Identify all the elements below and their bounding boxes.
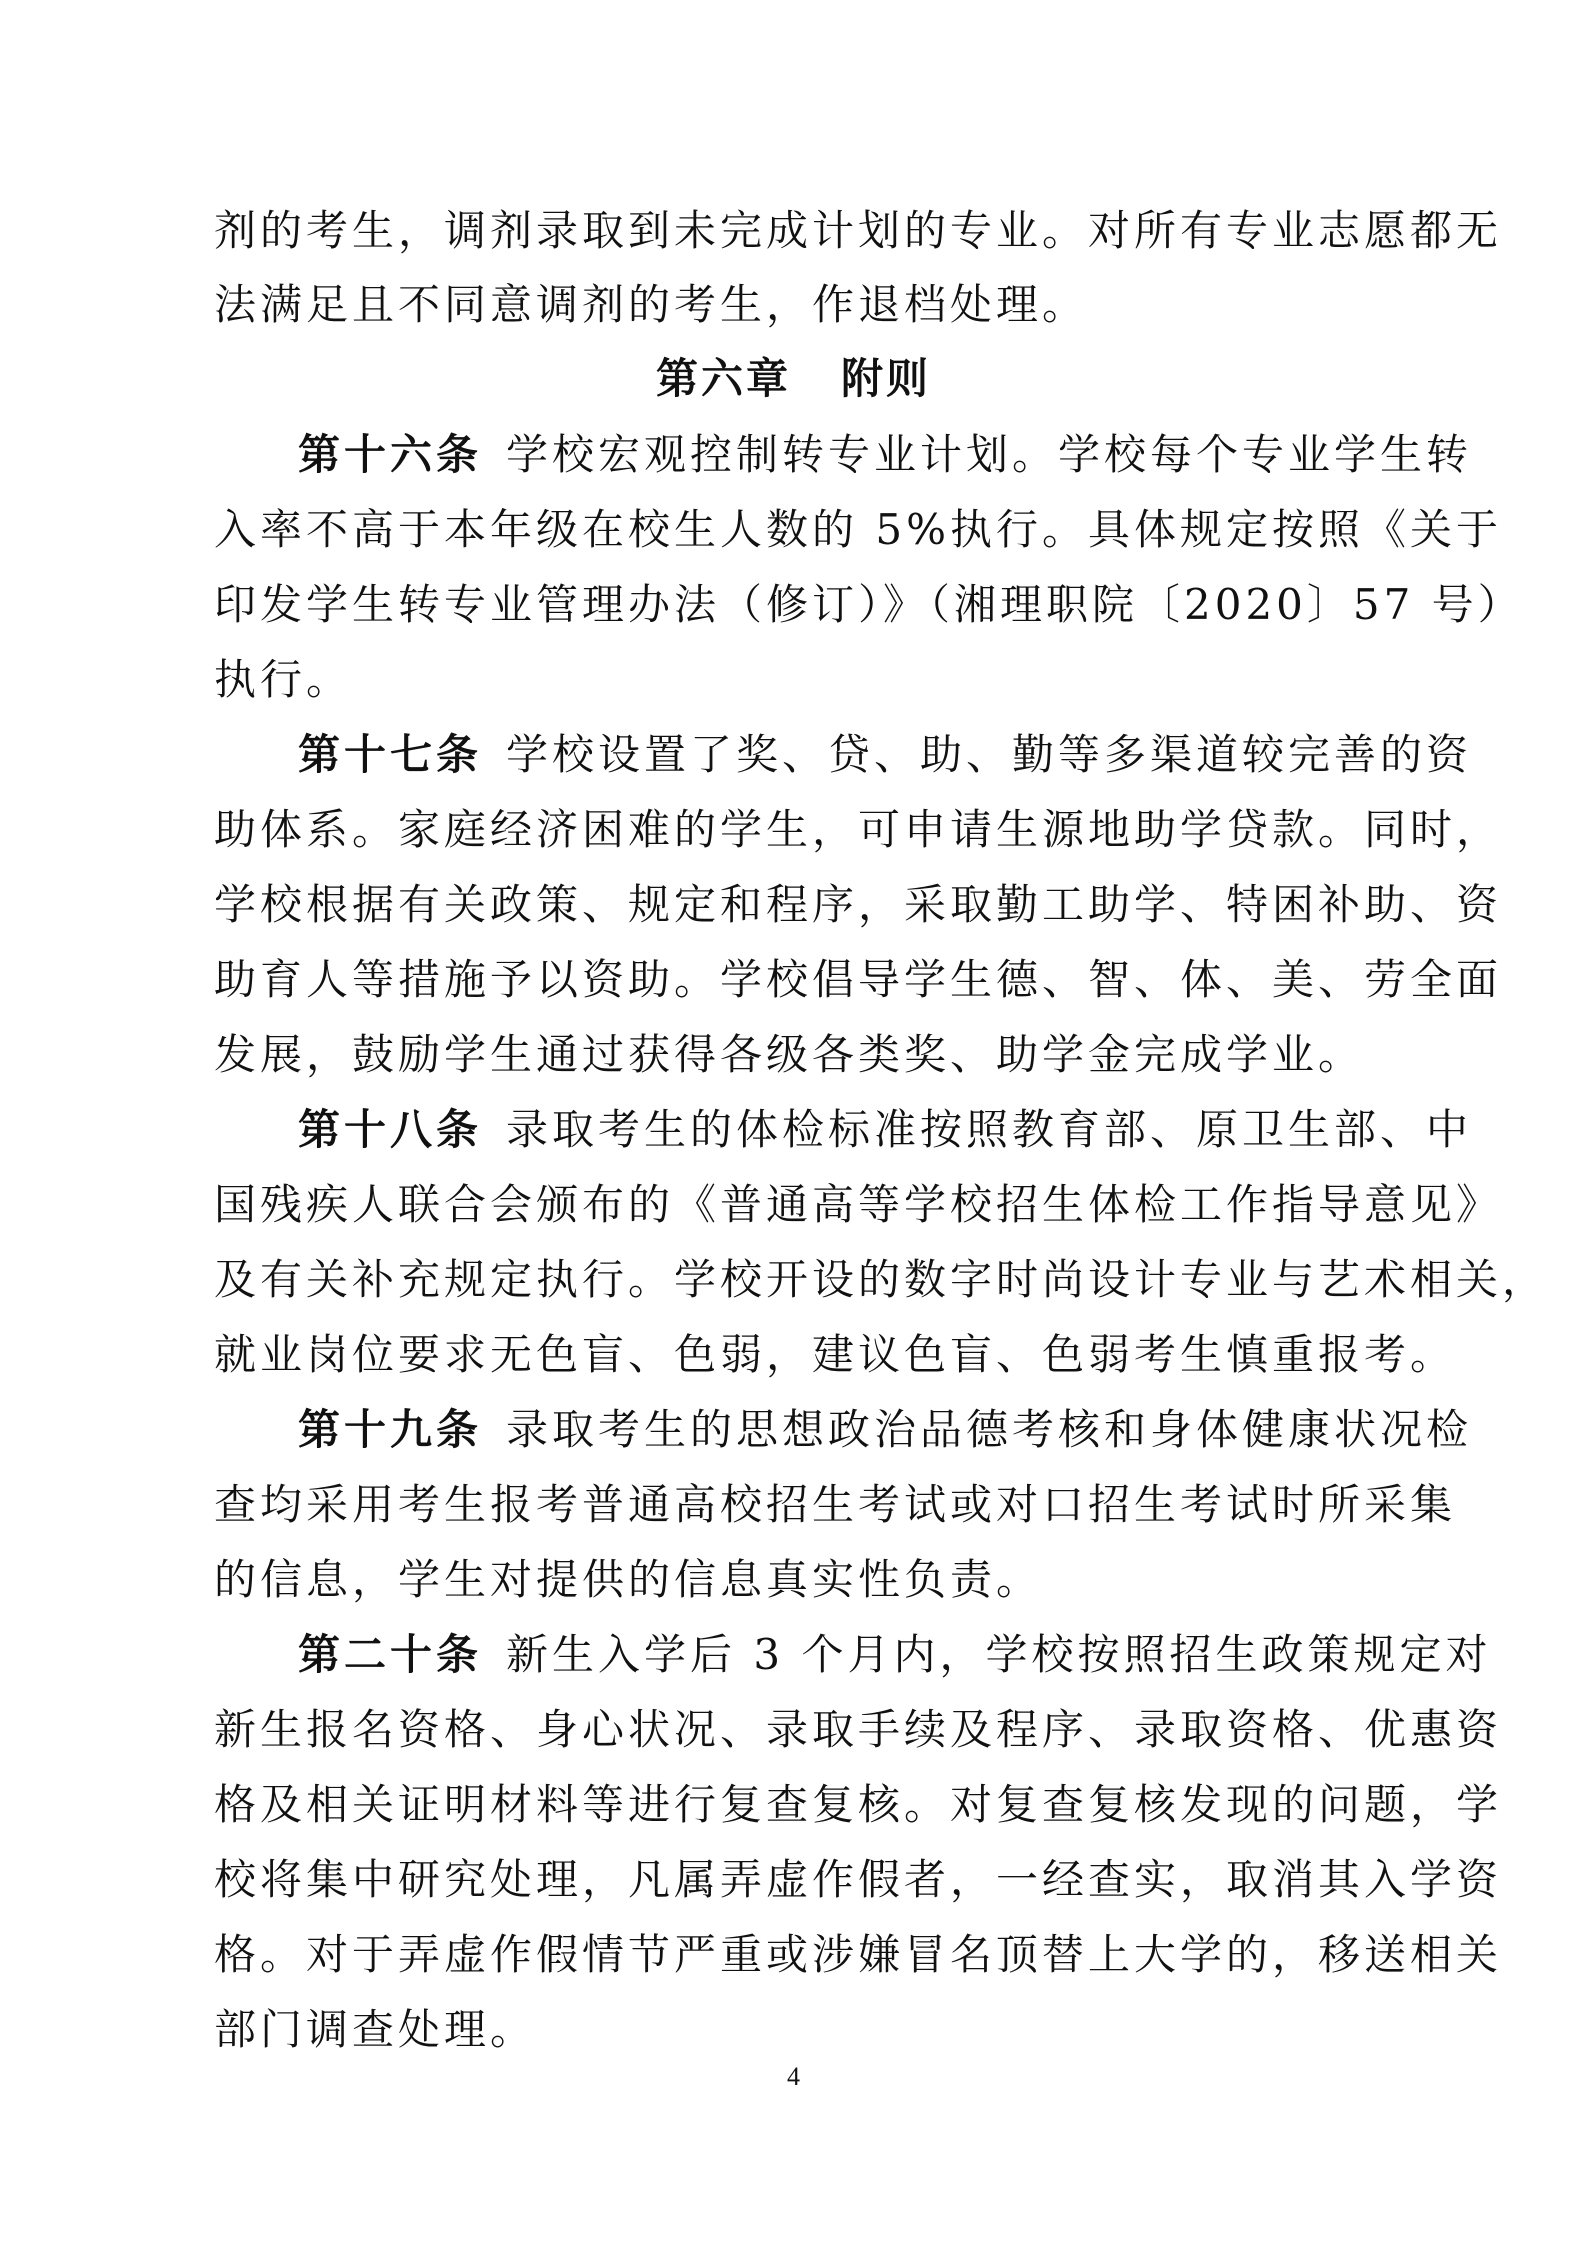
page-number: 4 <box>787 2062 800 2091</box>
article-20-first-line: 第二十条 新生入学后 3 个月内，学校按照招生政策规定对 <box>298 1630 1492 1679</box>
article-20-line: 格及相关证明材料等进行复查复核。对复查复核发现的问题，学 <box>214 1780 1503 1829</box>
article-20-label: 第二十条 <box>298 1630 483 1679</box>
article-19-first-line: 第十九条 录取考生的思想政治品德考核和身体健康状况检 <box>298 1405 1473 1454</box>
article-19-line: 查均采用考生报考普通高校招生考试或对口招生考试时所采集 <box>214 1480 1457 1529</box>
article-17-first-line: 第十七条 学校设置了奖、贷、助、勤等多渠道较完善的资 <box>298 730 1473 779</box>
article-17-line: 发展，鼓励学生通过获得各级各类奖、助学金完成学业。 <box>214 1030 1365 1079</box>
article-16-label: 第十六条 <box>298 430 483 479</box>
article-17-line: 助育人等措施予以资助。学校倡导学生德、智、体、美、劳全面 <box>214 955 1503 1004</box>
article-18-label: 第十八条 <box>298 1105 483 1154</box>
continuation-line-1: 剂的考生，调剂录取到未完成计划的专业。对所有专业志愿都无 <box>214 206 1503 255</box>
article-18-first-line: 第十八条 录取考生的体检标准按照教育部、原卫生部、中 <box>298 1105 1473 1154</box>
article-17-label: 第十七条 <box>298 730 483 779</box>
article-20-line: 格。对于弄虚作假情节严重或涉嫌冒名顶替上大学的，移送相关 <box>214 1930 1503 1979</box>
article-19-label: 第十九条 <box>298 1405 483 1454</box>
article-17-line: 助体系。家庭经济困难的学生，可申请生源地助学贷款。同时， <box>214 805 1503 854</box>
article-20-line: 新生报名资格、身心状况、录取手续及程序、录取资格、优惠资 <box>214 1705 1503 1754</box>
article-16-line: 执行。 <box>214 655 353 704</box>
article-18-line: 就业岗位要求无色盲、色弱，建议色盲、色弱考生慎重报考。 <box>214 1330 1457 1379</box>
chapter-number: 第六章 <box>655 354 791 403</box>
chapter-title: 附则 <box>841 354 932 403</box>
article-16-line: 印发学生转专业管理办法（修订）》（湘理职院〔2020〕57 号） <box>214 580 1524 629</box>
continuation-line-2: 法满足且不同意调剂的考生，作退档处理。 <box>214 280 1089 329</box>
article-17-line: 学校根据有关政策、规定和程序，采取勤工助学、特困补助、资 <box>214 880 1503 929</box>
article-16-first-line: 第十六条 学校宏观控制转专业计划。学校每个专业学生转 <box>298 430 1473 479</box>
article-19-line: 的信息，学生对提供的信息真实性负责。 <box>214 1555 1043 1604</box>
article-20-line: 部门调查处理。 <box>214 2005 537 2054</box>
article-18-line: 国残疾人联合会颁布的《普通高等学校招生体检工作指导意见》 <box>214 1180 1503 1229</box>
article-16-line: 入率不高于本年级在校生人数的 5%执行。具体规定按照《关于 <box>214 505 1502 554</box>
article-18-line: 及有关补充规定执行。学校开设的数字时尚设计专业与艺术相关， <box>214 1255 1549 1304</box>
article-20-line: 校将集中研究处理，凡属弄虚作假者，一经查实，取消其入学资 <box>214 1855 1503 1904</box>
chapter-heading <box>0 354 1587 404</box>
